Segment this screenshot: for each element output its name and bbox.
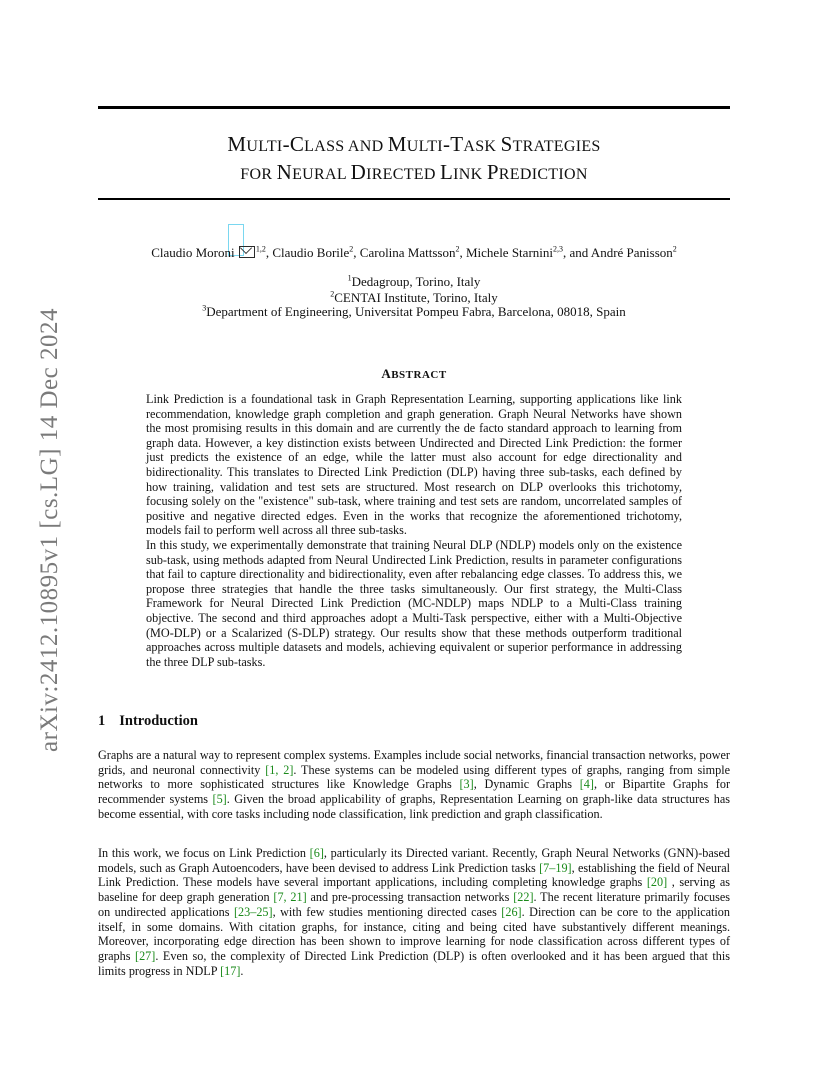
body-text: , serving as baseline for deep graph generation [98, 875, 731, 905]
body-text: , particularly its Directed variant. Recently, Graph Neural Networks (GNN)-based models, such as Graph Autoencoders, have been devised to address Link Prediction tasks [98, 846, 730, 875]
citation-link[interactable]: [23–25] [233, 904, 273, 919]
affiliation: $^2$CENTAI Institute, Torino, Italy [330, 289, 498, 305]
email-icon[interactable] [239, 246, 255, 258]
paper-title-line-1: MULTI-CLASS AND MULTI-TASK STRATEGIES [227, 132, 601, 156]
body-text: . [240, 963, 244, 978]
body-paragraph [98, 846, 730, 978]
citation-link[interactable]: [20] [646, 875, 668, 890]
paper-title-line-2: FOR NEURAL DIRECTED LINK PREDICTION [240, 160, 588, 184]
author-name: , Michele Starnini [459, 245, 553, 260]
body-text: . Direction can be core to the application itself, in some domains. With citation graphs, for instance, citing and being cited have substantively different meanings. Moreover, incorporating edge direction has been shown to improve learning for node classification across different types of graphs [98, 904, 730, 963]
citation-link[interactable]: [3] [459, 777, 474, 792]
title-top-rule [98, 106, 730, 109]
section-heading [98, 713, 198, 730]
body-text: In this work, we focus on Link Prediction [98, 846, 310, 860]
body-paragraph [98, 748, 730, 822]
citation-link[interactable]: [26] [501, 904, 522, 919]
section-number: 1 [98, 713, 106, 729]
body-text: . These systems can be modeled using different types of graphs, ranging from simple networks to more sophisticated structures like Knowledge Graphs [98, 762, 730, 792]
body-text: , establishing the field of Neural Link Prediction. These models have several important applications, including completing knowledge graphs [98, 860, 730, 890]
author-name: , and André Panisson [563, 245, 673, 260]
abstract-heading: ABSTRACT [381, 366, 447, 381]
citation-link[interactable]: [27] [135, 948, 156, 963]
section-title: Introduction [119, 713, 198, 729]
citation-link[interactable]: [6] [309, 846, 324, 860]
citation-link[interactable]: [5] [212, 792, 227, 807]
body-text: Graphs are a natural way to represent complex systems. Examples include social networks, financial transaction networks, power grids, and neuronal connectivity [98, 748, 730, 777]
body-text: . Given the broad applicability of graphs, Representation Learning on graph-like data structures has become essential, with core tasks including node classification, link prediction and graph classification. [98, 792, 731, 821]
body-text: and pre-processing transaction networks [306, 890, 514, 905]
citation-link[interactable]: [7–19] [539, 860, 572, 875]
abstract-paragraph: In this study, we experimentally demonstrate that training Neural DLP (NDLP) models only on the existence sub-task, using methods adapted from Neural Undirected Link Prediction, results in parameter configurations that fail to capture directionality and bidirectionality, even after rebalancing edge classes. To address this, we propose three strategies that handle the three tasks simultaneously. Our first strategy, the Multi-Class Framework for Neural Directed Link Prediction (MC-NDLP) maps NDLP to a Multi-Class training objective. The second and third approaches adopt a Multi-Task perspective, either with a Multi-Objective (MO-DLP) or a Scalarized (S-DLP) strategy. Our results show that these methods outperform traditional approaches across multiple datasets and models, achieving equivalent or superior performance in addressing the three DLP sub-tasks. [146, 537, 682, 669]
author-name: , Carolina Mattsson [353, 245, 456, 260]
citation-link[interactable]: [17] [220, 963, 241, 978]
title-bottom-rule [98, 198, 730, 200]
citation-link[interactable]: [1, 2] [265, 762, 294, 777]
abstract-paragraph: Link Prediction is a foundational task in Graph Representation Learning, supporting applications like link recommendation, knowledge graph completion and graph generation. Graph Neural Networks have shown the most promising results in this domain and are currently the de facto standard approach to learning from graph data. However, a key distinction exists between Undirected and Directed Link Prediction: the former just predicts the existence of an edge, while the latter must also account for edge directionality and bidirectionality. This translates to Directed Link Prediction (DLP) having three sub-tasks, each defined by how training, validation and test sets are structured. Most research on DLP overlooks this trichotomy, focusing solely on the "existence" sub-task, where training and test sets are random, uncorrelated samples of positive and negative directed edges. Even in the works that recognize the aforementioned trichotomy, models fail to perform well across all three sub-tasks. [146, 392, 682, 538]
author-name: Claudio Moroni [151, 245, 235, 260]
citation-link[interactable]: [4] [579, 777, 594, 792]
citation-link[interactable]: [7, 21] [273, 890, 307, 905]
author-list: Claudio Moroni $^{1,2}$, Claudio Borile$^2$, Carolina Mattsson$^2$, Michele Starnini$^{2,3}$, and André Panisson$^2$ [151, 244, 677, 260]
abstract-text [146, 392, 682, 669]
body-text: . The recent literature primarily focuses on undirected applications [98, 890, 730, 919]
affiliation: $^1$Dedagroup, Torino, Italy [347, 273, 481, 289]
body-text: , Dynamic Graphs [473, 777, 580, 792]
affiliation: $^3$Department of Engineering, Universitat Pompeu Fabra, Barcelona, 08018, Spain [202, 303, 626, 319]
author-name: , Claudio Borile [265, 245, 350, 260]
citation-link[interactable]: [22] [513, 890, 534, 905]
body-text: . Even so, the complexity of Directed Link Prediction (DLP) is often overlooked and it has been argued that this limits progress in NDLP [98, 948, 730, 978]
arxiv-identifier-stamp: arXiv:2412.10895v1 [cs.LG] 14 Dec 2024 [36, 308, 63, 752]
body-text: , or Bipartite Graphs for recommender systems [98, 777, 731, 807]
body-text: , with few studies mentioning directed cases [272, 904, 502, 919]
